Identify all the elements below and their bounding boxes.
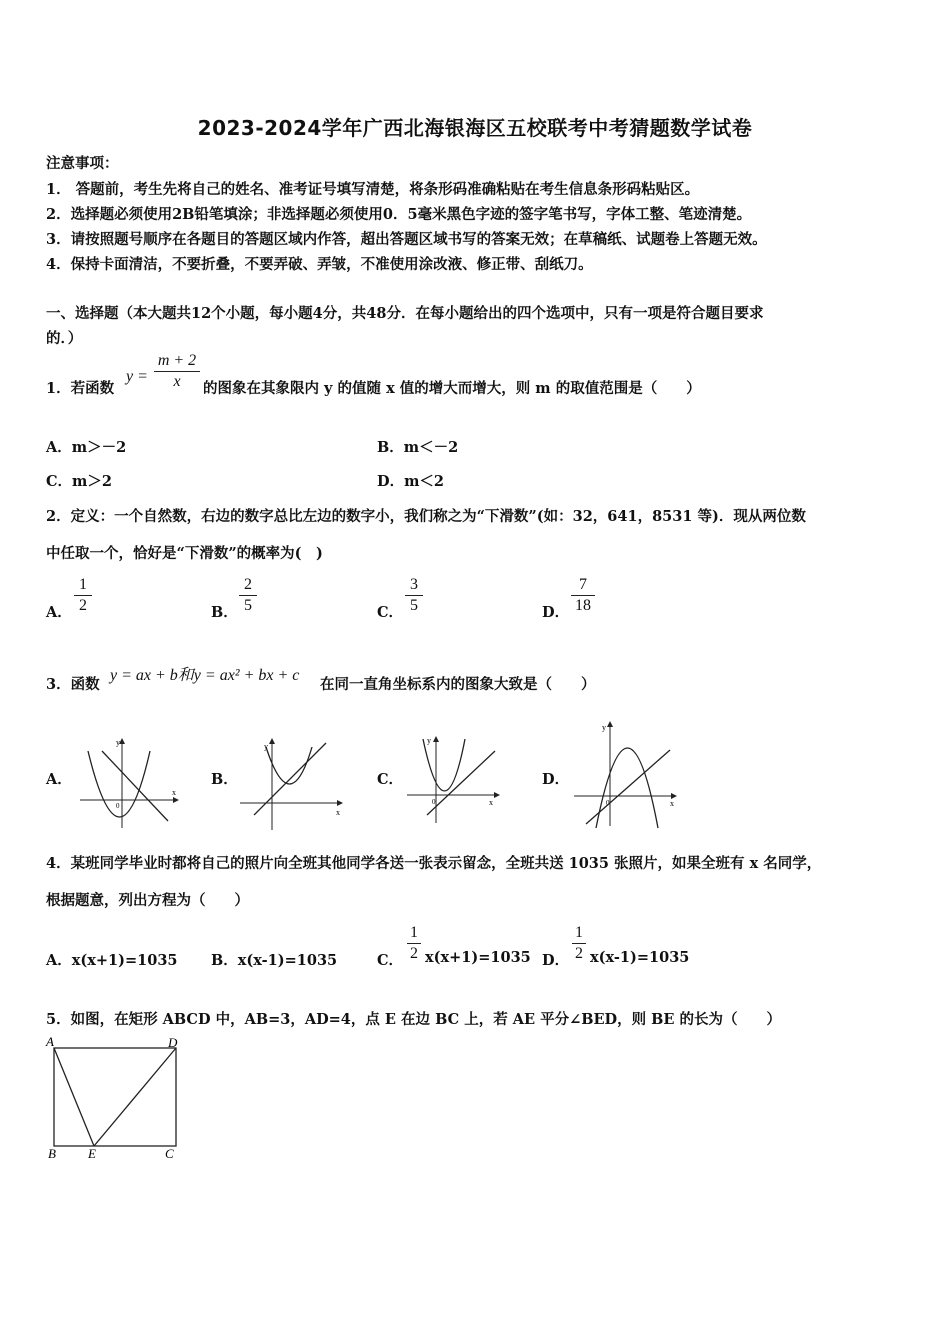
q3-graph-b-y-label: y bbox=[264, 742, 268, 751]
q1-formula-denominator: x bbox=[173, 373, 181, 390]
notice-item-2: 2．选择题必须使用2B铅笔填涂；非选择题必须使用0．5毫米黑色字迹的签字笔书写，字体工整、笔迹清楚。 bbox=[46, 206, 752, 223]
q2-option-d-den: 18 bbox=[575, 597, 591, 614]
q2-option-d-label: D． bbox=[542, 604, 570, 621]
page-title: 2023-2024学年广西北海银海区五校联考中考猜题数学试卷 bbox=[197, 116, 753, 140]
q2-option-c-den: 5 bbox=[410, 597, 418, 614]
q3-option-c-label: C． bbox=[377, 771, 404, 788]
q4-option-d-half-den: 2 bbox=[575, 945, 583, 962]
q4-option-d-label: D． bbox=[542, 952, 570, 969]
q3-option-b-label: B． bbox=[211, 771, 238, 788]
q2-option-c-label: C． bbox=[377, 604, 404, 621]
q3-graph-b-parabola bbox=[266, 747, 312, 784]
q5-point-a: A bbox=[46, 1034, 54, 1049]
q5-point-d: D bbox=[168, 1035, 178, 1050]
q2-option-b-num: 2 bbox=[244, 576, 252, 593]
q2-option-b-den: 5 bbox=[244, 597, 252, 614]
section-heading-line2: 的．） bbox=[46, 330, 83, 347]
notice-item-4: 4．保持卡面清洁，不要折叠，不要弄破、弄皱，不准使用涂改液、修正带、刮纸刀。 bbox=[46, 256, 593, 273]
q2-option-b-fraction bbox=[239, 576, 257, 615]
q5-segment-ae bbox=[54, 1048, 94, 1146]
q5-segment-ed bbox=[94, 1048, 176, 1146]
q3-graph-a-line bbox=[102, 751, 168, 821]
q3-graph-d-x-label: x bbox=[670, 799, 674, 808]
q4-option-c-half-den: 2 bbox=[410, 945, 418, 962]
q5-point-e: E bbox=[88, 1146, 96, 1161]
q3-graph-c-x-label: x bbox=[489, 798, 493, 807]
q3-graph-d-origin: 0 bbox=[606, 799, 610, 807]
q3-graph-d bbox=[570, 718, 682, 832]
q2-option-d-fraction bbox=[571, 576, 595, 615]
q1-formula-numerator: m + 2 bbox=[157, 352, 197, 369]
q4-line1: 4．某班同学毕业时都将自己的照片向全班其他同学各送一张表示留念，全班共送 1035 张照片，如果全班有 x 名同学， bbox=[46, 855, 822, 872]
q4-option-a: A．x(x+1)=1035 bbox=[46, 952, 178, 969]
q3-graph-b bbox=[236, 733, 348, 833]
q3-graph-c-parabola bbox=[423, 739, 465, 791]
q4-option-c-expr: x(x+1)=1035 bbox=[425, 949, 531, 966]
q1-option-d: D．m＜2 bbox=[377, 473, 445, 490]
q3-option-d-label: D． bbox=[542, 771, 570, 788]
q5-rectangle-abcd bbox=[54, 1048, 176, 1146]
q1-prefix: 1．若函数 bbox=[46, 380, 115, 397]
q3-graph-a-y-label: y bbox=[116, 738, 120, 747]
q3-graph-a-x-label: x bbox=[172, 788, 176, 797]
q4-option-b: B．x(x-1)=1035 bbox=[211, 952, 338, 969]
q4-option-c-label: C． bbox=[377, 952, 404, 969]
q2-option-c-num: 3 bbox=[410, 576, 418, 593]
q2-option-a-label: A． bbox=[46, 604, 72, 621]
q3-graph-c-y-label: y bbox=[427, 736, 431, 745]
q3-prefix: 3．函数 bbox=[46, 676, 100, 693]
q2-option-d-num: 7 bbox=[579, 576, 587, 593]
q2-option-a-fraction bbox=[74, 576, 92, 615]
q5-point-c: C bbox=[165, 1146, 174, 1161]
q3-graph-c bbox=[403, 733, 515, 833]
q2-option-a-den: 2 bbox=[79, 597, 87, 614]
q3-graph-a-origin: 0 bbox=[116, 802, 120, 810]
notice-heading: 注意事项： bbox=[46, 155, 119, 172]
q3-graph-b-line bbox=[254, 743, 326, 815]
notice-item-1: 1． 答题前，考生先将自己的姓名、准考证号填写清楚，将条形码准确粘贴在考生信息条形码粘贴区。 bbox=[46, 181, 700, 198]
q2-option-b-label: B． bbox=[211, 604, 238, 621]
q4-option-c-half bbox=[407, 924, 421, 963]
q1-formula-lhs: y = bbox=[126, 368, 148, 385]
q3-graph-d-y-label: y bbox=[602, 723, 606, 732]
q3-option-a-label: A． bbox=[46, 771, 72, 788]
notice-item-3: 3．请按照题号顺序在各题目的答题区域内作答，超出答题区域书写的答案无效；在草稿纸、试题卷上答题无效。 bbox=[46, 231, 767, 248]
q3-graph-b-x-label: x bbox=[336, 808, 340, 817]
q3-graph-a bbox=[72, 733, 184, 833]
q5-text: 5．如图，在矩形 ABCD 中，AB=3，AD=4，点 E 在边 BC 上，若 AE 平分∠BED，则 BE 的长为（ ） bbox=[46, 1011, 782, 1028]
q4-option-d-half bbox=[572, 924, 586, 963]
q4-option-d-expr: x(x-1)=1035 bbox=[590, 949, 690, 966]
q4-option-d-half-num: 1 bbox=[575, 924, 583, 941]
q3-suffix: 在同一直角坐标系内的图象大致是（ ） bbox=[320, 676, 596, 693]
q4-line2: 根据题意，列出方程为（ ） bbox=[46, 892, 249, 909]
q1-option-b: B．m＜－2 bbox=[377, 439, 459, 456]
q2-option-a-num: 1 bbox=[79, 576, 87, 593]
q1-option-a: A．m＞－2 bbox=[46, 439, 127, 456]
q5-point-b: B bbox=[48, 1146, 56, 1161]
q3-graph-c-origin: 0 bbox=[432, 798, 436, 806]
q1-suffix: 的图象在其象限内 y 的值随 x 值的增大而增大，则 m 的取值范围是（ ） bbox=[203, 380, 701, 397]
q3-graph-d-line bbox=[586, 750, 670, 824]
q3-formula: y = ax + b和y = ax² + bx + c bbox=[110, 667, 300, 684]
q2-option-c-fraction bbox=[405, 576, 423, 615]
q5-figure-rectangle bbox=[42, 1034, 188, 1162]
q3-graph-c-line bbox=[427, 751, 495, 815]
q4-option-c-half-num: 1 bbox=[410, 924, 418, 941]
section-heading-line1: 一、选择题（本大题共12个小题，每小题4分，共48分．在每小题给出的四个选项中，只有一项是符合题目要求 bbox=[46, 305, 764, 322]
q2-line1: 2．定义：一个自然数，右边的数字总比左边的数字小，我们称之为“下滑数”(如：32，641，8531 等)．现从两位数 bbox=[46, 508, 806, 525]
q1-formula-fraction bbox=[154, 352, 200, 391]
q1-option-c: C．m＞2 bbox=[46, 473, 112, 490]
q2-line2: 中任取一个，恰好是“下滑数”的概率为( ) bbox=[46, 545, 323, 562]
